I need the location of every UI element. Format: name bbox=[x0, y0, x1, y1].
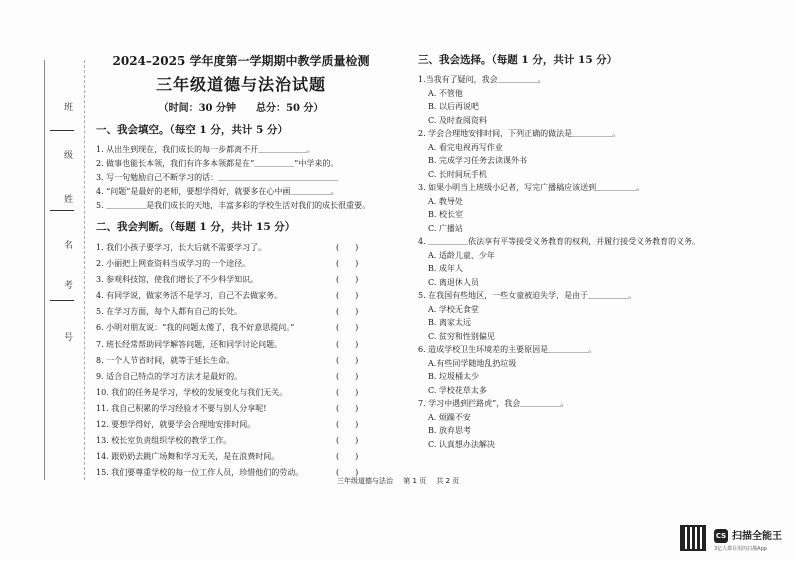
judge-item: 15. 我们要尊重学校的每一位工作人员，珍惜他们的劳动。 ( ) bbox=[96, 468, 359, 478]
binding-label-surname: 姓 bbox=[64, 195, 74, 205]
binding-label-number: 号 bbox=[64, 333, 74, 343]
watermark-name: 扫描全能王 bbox=[732, 531, 782, 542]
footer-total: 共 2 页 bbox=[436, 477, 460, 485]
choice-option: A. 学校无食堂 bbox=[428, 304, 479, 314]
judge-item: 14. 跟奶奶去跳广场舞和学习无关，是在浪费时间。 ( ) bbox=[96, 452, 359, 462]
judge-item: 9. 适合自己特点的学习方法才是最好的。 ( ) bbox=[96, 371, 359, 381]
judge-item: 4. 有同学说，做家务活不是学习，自己不去做家务。 ( ) bbox=[96, 291, 359, 301]
choice-option: B. 完成学习任务去读课外书 bbox=[428, 156, 527, 165]
judge-item: 12. 要想学得好，就要学会合理地安排时间。 ( ) bbox=[96, 420, 359, 430]
choice-option: A. 看完电视再写作业 bbox=[428, 142, 503, 152]
right-column bbox=[418, 40, 708, 451]
judge-item: 5. 在学习方面，每个人都有自己的长处。 ( ) bbox=[96, 307, 359, 317]
exam-header: 2024–2025 学年度第一学期期中教学质量检测 bbox=[112, 54, 370, 68]
judge-item: 1. 我们小孩子要学习，长大后就不需要学习了。 ( ) bbox=[96, 243, 359, 252]
choice-option: A. 适龄儿童、少年 bbox=[428, 250, 495, 260]
exam-title: 三年级道德与法治试题 bbox=[155, 75, 326, 94]
binding-margin bbox=[0, 0, 86, 561]
footer-subject: 三年级道德与法治 bbox=[337, 477, 393, 485]
camscanner-logo-icon: CS bbox=[714, 529, 728, 543]
binding-label-grade: 级 bbox=[64, 151, 74, 161]
watermark-subtitle: 3亿人都在用的扫描App bbox=[714, 546, 767, 552]
blank-line bbox=[50, 130, 74, 131]
binding-label-exam: 考 bbox=[64, 281, 74, 291]
judge-item: 11. 我自己积累的学习经验才不要与别人分享呢! ( ) bbox=[96, 403, 359, 413]
binding-line bbox=[44, 60, 45, 480]
choice-option: B. 以后再说吧 bbox=[428, 102, 479, 111]
section-choice-title: 三、我会选择。（每题 1 分，共计 15 分） bbox=[418, 54, 618, 66]
choice-option: A. 不管他 bbox=[428, 88, 463, 98]
choice-option: C. 长时间玩手机 bbox=[428, 169, 487, 179]
choice-question: 5. 在我国有些地区，一些女童被迫失学，是由于＿＿＿＿＿。 bbox=[418, 291, 637, 300]
choice-option: C. 学校花草太多 bbox=[428, 385, 487, 395]
choice-option: C. 离退休人员 bbox=[428, 277, 479, 287]
choice-option: B. 成年人 bbox=[428, 264, 463, 273]
page-footer bbox=[337, 476, 467, 486]
choice-option: C. 广播站 bbox=[428, 223, 463, 233]
judge-item: 7. 班长经常帮助同学解答问题，还和同学讨论问题。 ( ) bbox=[96, 339, 359, 349]
section-judge-title: 二、我会判断。（每题 1 分，共计 15 分） bbox=[96, 221, 296, 233]
binding-label-class: 班 bbox=[64, 103, 74, 113]
choice-question: 4. ＿＿＿＿＿依法享有平等接受义务教育的权利，并履行接受义务教育的义务。 bbox=[418, 237, 701, 246]
choice-question: 1.当我有了疑问，我会＿＿＿＿＿。 bbox=[418, 75, 546, 84]
choice-option: B. 校长室 bbox=[428, 210, 463, 219]
judge-item: 8. 一个人节省时间，就等于延长生命。 ( ) bbox=[96, 355, 359, 365]
choice-option: A. 烦躁不安 bbox=[428, 412, 471, 422]
section-fill-title: 一、我会填空。（每空 1 分，共计 5 分） bbox=[96, 124, 288, 136]
choice-option: B. 离家太远 bbox=[428, 318, 471, 327]
fill-item: 3. 写一句勉励自己不断学习的话：＿＿＿＿＿＿＿＿＿＿＿＿＿＿＿ bbox=[96, 173, 339, 182]
judge-item: 13. 校长室负责组织学校的教学工作。 ( ) bbox=[96, 436, 359, 446]
scanner-watermark bbox=[680, 525, 790, 555]
fill-item: 4. “问题”是最好的老师，要想学得好，就要多在心中画＿＿＿＿＿。 bbox=[96, 187, 339, 196]
fill-item: 5. ＿＿＿＿＿是我们成长的天地，丰富多彩的学校生活对我们的成长很重要。 bbox=[96, 201, 371, 210]
qr-code-icon bbox=[680, 525, 706, 551]
blank-line bbox=[50, 210, 74, 211]
left-column bbox=[96, 42, 386, 481]
choice-option: A. 教导处 bbox=[428, 196, 463, 206]
judge-item: 6. 小明对朋友说：“我的问题太傻了，我不好意思提问。” ( ) bbox=[96, 323, 359, 333]
choice-question: 2. 学会合理地安排时间，下列正确的做法是＿＿＿＿＿。 bbox=[418, 129, 621, 138]
choice-option: A.有些同学随地乱扔垃圾 bbox=[428, 358, 517, 368]
choice-question: 3. 如果小明当上班级小记者，写完广播稿应该送到＿＿＿＿＿。 bbox=[418, 183, 645, 192]
cut-line bbox=[84, 60, 85, 480]
choice-option: C. 贫穷和性别偏见 bbox=[428, 331, 495, 341]
judge-item: 2. 小丽把上网查资料当成学习的一个途径。 ( ) bbox=[96, 259, 359, 269]
footer-page: 第 1 页 bbox=[403, 477, 427, 485]
choice-question: 7. 学习中遇到拦路虎”，我会＿＿＿＿＿。 bbox=[418, 399, 569, 408]
binding-label-name: 名 bbox=[64, 241, 74, 251]
choice-option: C. 及时查阅资料 bbox=[428, 115, 487, 125]
choice-question: 6. 造成学校卫生环境差的主要原因是＿＿＿＿＿。 bbox=[418, 345, 597, 354]
judge-item: 10. 我们的任务是学习，学校的发展变化与我们无关。 ( ) bbox=[96, 387, 359, 397]
choice-option: C. 认真想办法解决 bbox=[428, 439, 495, 449]
judge-item: 3. 参观科技馆，使我们增长了不少科学知识。 ( ) bbox=[96, 275, 359, 285]
fill-item: 2. 做事也能长本领，我们有许多本领都是在“＿＿＿＿＿”中学来的。 bbox=[96, 159, 339, 168]
fill-item: 1. 从出生到现在，我们成长的每一步都离不开＿＿＿＿＿＿。 bbox=[96, 145, 315, 154]
choice-option: B. 垃圾桶太少 bbox=[428, 372, 479, 381]
exam-meta: （时间：30 分钟 总分：50 分） bbox=[158, 103, 324, 114]
choice-option: B. 放弃思考 bbox=[428, 426, 471, 435]
blank-line bbox=[50, 300, 74, 301]
